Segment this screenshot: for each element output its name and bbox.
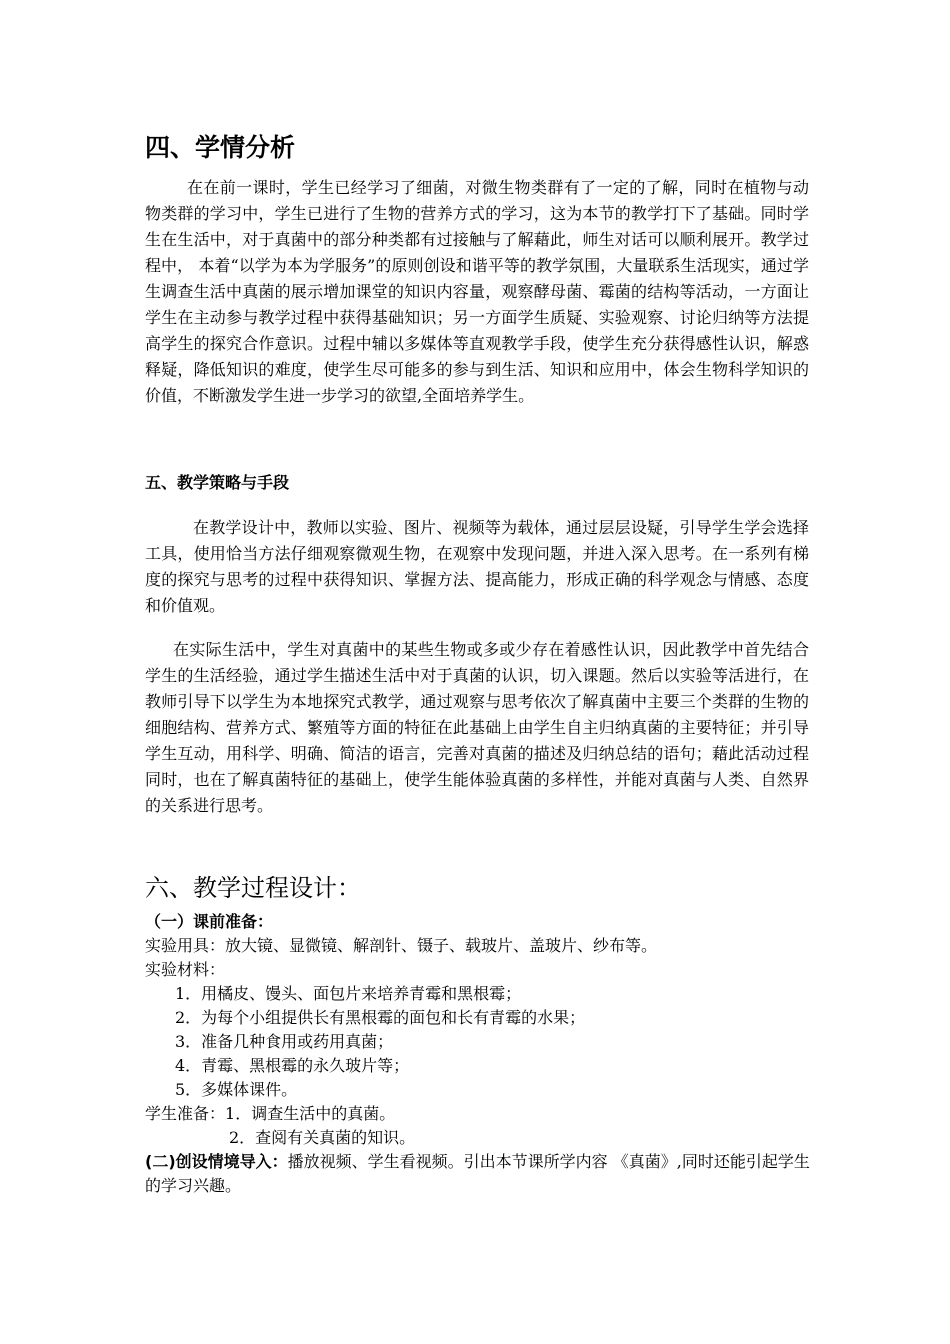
prep-heading: （一）课前准备： xyxy=(145,912,274,931)
tools-line: 实验用具：放大镜、显微镜、解剖针、镊子、载玻片、盖玻片、纱布等。 xyxy=(145,936,658,955)
intro-text: 播放视频、学生看视频。引出本节课所学内容 《真菌》,同时还能引起学生的学习兴趣。 xyxy=(145,1152,810,1195)
intro-paragraph xyxy=(145,1150,815,1198)
materials-item: 2．为每个小组提供长有黑根霉的面包和长有青霉的水果； xyxy=(175,1008,586,1027)
section-4-paragraph: 在在前一课时，学生已经学习了细菌，对微生物类群有了一定的了解，同时在植物与动物类群的学习中，学生已进行了生物的营养方式的学习，这为本节的教学打下了基础。同时学生在生活中，对于真菌中的部分种类都有过接触与了解藉此，师生对话可以顺利展开。教学过程中， 本着“以学为本为学服务”的原则创设和谐平等的教学氛围，大量联系生活现实，通过学生调查生活中真菌的展示增加课堂的知识内容量，观察酵母菌、霉菌的结构等活动，一方面让学生在主动参与教学过程中获得基础知识；另一方面学生质疑、实验观察、讨论归纳等方法提高学生的探究合作意识。过程中辅以多媒体等直观教学手段，使学生充分获得感性认识，解惑释疑，降低知识的难度，使学生尽可能多的参与到生活、知识和应用中，体会生物科学知识的价值，不断激发学生进一步学习的欲望,全面培养学生。 xyxy=(145,178,809,405)
section-5-heading: 五、教学策略与手段 xyxy=(145,473,290,492)
materials-item: 5．多媒体课件。 xyxy=(175,1080,298,1099)
section-5-paragraph-2: 在实际生活中，学生对真菌中的某些生物或多或少存在着感性认识，因此教学中首先结合学生的生活经验，通过学生描述生活中对于真菌的认识，切入课题。然后以实验等活进行，在教师引导下以学生为本地探究式教学，通过观察与思考依次了解真菌中主要三个类群的生物的细胞结构、营养方式、繁殖等方面的特征在此基础上由学生自主归纳真菌的主要特征；并引导学生互动，用科学、明确、简洁的语言，完善对真菌的描述及归纳总结的语句；藉此活动过程同时，也在了解真菌特征的基础上，使学生能体验真菌的多样性，并能对真菌与人类、自然界的关系进行思考。 xyxy=(145,640,809,815)
materials-item: 3．准备几种食用或药用真菌； xyxy=(175,1032,394,1051)
section-4-heading: 四、学情分析 xyxy=(145,133,296,162)
student-prep-item: 2．查阅有关真菌的知识。 xyxy=(229,1128,416,1147)
intro-heading: (二)创设情境导入： xyxy=(145,1152,288,1171)
section-5-paragraph-1: 在教学设计中，教师以实验、图片、视频等为载体，通过层层设疑，引导学生学会选择工具，使用恰当方法仔细观察微观生物，在观察中发现问题，并进入深入思考。在一系列有梯度的探究与思考的过程中获得知识、掌握方法、提高能力，形成正确的科学观念与情感、态度和价值观。 xyxy=(145,518,809,615)
section-6-heading: 六、教学过程设计： xyxy=(145,874,361,902)
section-6-body xyxy=(145,910,815,1198)
materials-label: 实验材料： xyxy=(145,960,226,979)
student-prep-label: 学生准备： xyxy=(145,1104,226,1123)
student-prep-item: 1．调查生活中的真菌。 xyxy=(225,1104,396,1123)
materials-item: 4．青霉、黑根霉的永久玻片等； xyxy=(175,1056,410,1075)
student-prep-line xyxy=(145,1102,815,1126)
materials-item: 1．用橘皮、馒头、面包片来培养青霉和黑根霉； xyxy=(175,984,522,1003)
